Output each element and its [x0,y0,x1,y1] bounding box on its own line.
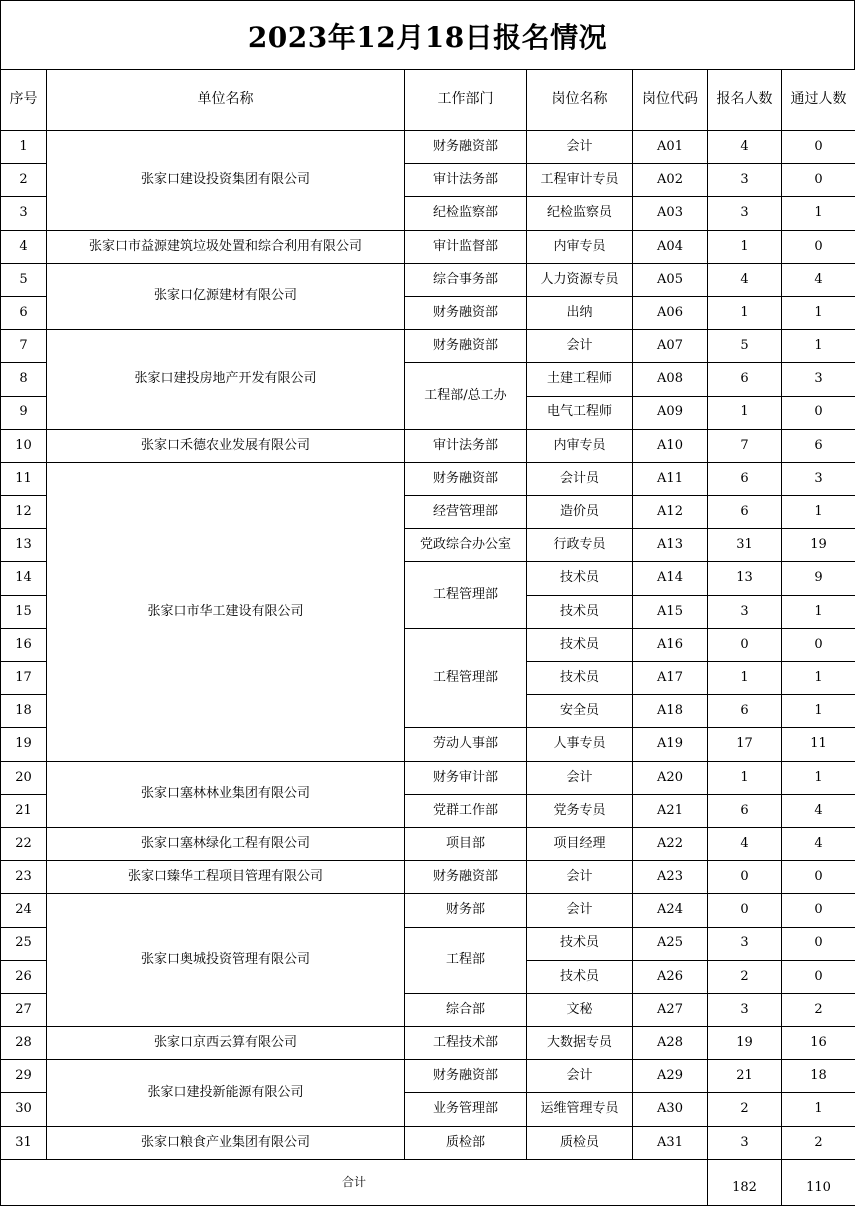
passed-count: 0 [782,894,855,927]
post-code: A24 [633,894,708,927]
header-row [1,70,855,131]
row-seq: 29 [1,1060,47,1093]
post-name: 技术员 [527,960,633,993]
header-post: 岗位名称 [527,70,633,131]
post-name: 技术员 [527,562,633,595]
passed-count: 1 [782,1093,855,1126]
passed-count: 3 [782,462,855,495]
row-seq: 23 [1,861,47,894]
post-code: A31 [633,1126,708,1159]
row-seq: 2 [1,164,47,197]
passed-count: 9 [782,562,855,595]
post-name: 土建工程师 [527,363,633,396]
post-name: 内审专员 [527,230,633,263]
applied-count: 3 [708,164,782,197]
post-code: A06 [633,296,708,329]
applied-count: 4 [708,827,782,860]
passed-count: 3 [782,363,855,396]
post-name: 纪检监察员 [527,197,633,230]
table-row [1,330,855,363]
passed-count: 0 [782,960,855,993]
department: 劳动人事部 [405,728,527,761]
applied-count: 3 [708,993,782,1026]
applied-count: 0 [708,628,782,661]
post-name: 运维管理专员 [527,1093,633,1126]
post-name: 大数据专员 [527,1027,633,1060]
applied-count: 1 [708,230,782,263]
post-code: A30 [633,1093,708,1126]
passed-count: 19 [782,529,855,562]
department: 审计法务部 [405,164,527,197]
post-code: A28 [633,1027,708,1060]
applied-count: 19 [708,1027,782,1060]
department: 财务部 [405,894,527,927]
passed-count: 0 [782,927,855,960]
post-name: 会计 [527,330,633,363]
department: 党政综合办公室 [405,529,527,562]
applied-count: 1 [708,662,782,695]
header-passed: 通过人数 [782,70,855,131]
passed-count: 6 [782,429,855,462]
post-code: A22 [633,827,708,860]
post-name: 党务专员 [527,794,633,827]
department: 质检部 [405,1126,527,1159]
row-seq: 21 [1,794,47,827]
table-row [1,861,855,894]
row-seq: 15 [1,595,47,628]
table-row [1,429,855,462]
post-code: A02 [633,164,708,197]
passed-count: 2 [782,993,855,1026]
row-seq: 18 [1,695,47,728]
passed-count: 1 [782,496,855,529]
department: 财务融资部 [405,131,527,164]
unit-name: 张家口塞林林业集团有限公司 [47,761,405,827]
row-seq: 3 [1,197,47,230]
row-seq: 13 [1,529,47,562]
row-seq: 12 [1,496,47,529]
unit-name: 张家口禾德农业发展有限公司 [47,429,405,462]
department: 工程部/总工办 [405,363,527,429]
row-seq: 16 [1,628,47,661]
post-name: 人事专员 [527,728,633,761]
post-name: 技术员 [527,595,633,628]
post-code: A26 [633,960,708,993]
post-name: 造价员 [527,496,633,529]
row-seq: 26 [1,960,47,993]
row-seq: 31 [1,1126,47,1159]
table-body [1,131,855,1160]
department: 审计法务部 [405,429,527,462]
unit-name: 张家口市益源建筑垃圾处置和综合利用有限公司 [47,230,405,263]
post-name: 质检员 [527,1126,633,1159]
passed-count: 2 [782,1126,855,1159]
row-seq: 6 [1,296,47,329]
post-code: A15 [633,595,708,628]
post-code: A16 [633,628,708,661]
post-name: 安全员 [527,695,633,728]
post-name: 会计 [527,761,633,794]
post-code: A21 [633,794,708,827]
unit-name: 张家口建投房地产开发有限公司 [47,330,405,430]
post-code: A01 [633,131,708,164]
passed-count: 11 [782,728,855,761]
header-applied: 报名人数 [708,70,782,131]
registration-table [0,69,855,1206]
post-name: 文秘 [527,993,633,1026]
post-code: A07 [633,330,708,363]
post-name: 出纳 [527,296,633,329]
post-code: A11 [633,462,708,495]
row-seq: 10 [1,429,47,462]
table-row [1,462,855,495]
post-code: A03 [633,197,708,230]
post-code: A10 [633,429,708,462]
department: 经营管理部 [405,496,527,529]
post-name: 电气工程师 [527,396,633,429]
applied-count: 31 [708,529,782,562]
post-name: 内审专员 [527,429,633,462]
passed-count: 0 [782,396,855,429]
post-code: A04 [633,230,708,263]
row-seq: 19 [1,728,47,761]
department: 工程管理部 [405,628,527,728]
post-code: A14 [633,562,708,595]
passed-count: 1 [782,662,855,695]
unit-name: 张家口京西云算有限公司 [47,1027,405,1060]
post-code: A18 [633,695,708,728]
department: 综合部 [405,993,527,1026]
department: 综合事务部 [405,263,527,296]
passed-count: 1 [782,695,855,728]
applied-count: 2 [708,960,782,993]
department: 工程管理部 [405,562,527,628]
row-seq: 5 [1,263,47,296]
passed-count: 0 [782,131,855,164]
department: 党群工作部 [405,794,527,827]
table-row [1,894,855,927]
department: 项目部 [405,827,527,860]
passed-count: 18 [782,1060,855,1093]
post-code: A08 [633,363,708,396]
post-code: A27 [633,993,708,1026]
post-name: 人力资源专员 [527,263,633,296]
passed-count: 1 [782,330,855,363]
department: 审计监督部 [405,230,527,263]
applied-count: 4 [708,263,782,296]
table-row [1,131,855,164]
header-seq: 序号 [1,70,47,131]
applied-count: 6 [708,695,782,728]
department: 财务融资部 [405,1060,527,1093]
table-row [1,1060,855,1093]
row-seq: 30 [1,1093,47,1126]
post-name: 会计 [527,861,633,894]
department: 工程技术部 [405,1027,527,1060]
post-code: A29 [633,1060,708,1093]
passed-count: 4 [782,827,855,860]
applied-count: 7 [708,429,782,462]
applied-count: 3 [708,1126,782,1159]
department: 财务审计部 [405,761,527,794]
row-seq: 20 [1,761,47,794]
applied-count: 6 [708,794,782,827]
passed-count: 1 [782,296,855,329]
applied-count: 5 [708,330,782,363]
passed-count: 0 [782,164,855,197]
passed-count: 16 [782,1027,855,1060]
passed-count: 0 [782,861,855,894]
applied-count: 6 [708,496,782,529]
unit-name: 张家口臻华工程项目管理有限公司 [47,861,405,894]
row-seq: 7 [1,330,47,363]
post-name: 会计员 [527,462,633,495]
row-seq: 1 [1,131,47,164]
applied-count: 6 [708,462,782,495]
page-title: 2023年12月18日报名情况 [0,0,855,70]
total-applied: 182 [708,1159,782,1205]
table-row [1,263,855,296]
applied-count: 3 [708,197,782,230]
department: 业务管理部 [405,1093,527,1126]
unit-name: 张家口建投新能源有限公司 [47,1060,405,1126]
row-seq: 8 [1,363,47,396]
post-code: A19 [633,728,708,761]
row-seq: 14 [1,562,47,595]
row-seq: 17 [1,662,47,695]
unit-name: 张家口塞林绿化工程有限公司 [47,827,405,860]
department: 财务融资部 [405,462,527,495]
unit-name: 张家口粮食产业集团有限公司 [47,1126,405,1159]
post-code: A17 [633,662,708,695]
applied-count: 0 [708,894,782,927]
applied-count: 3 [708,595,782,628]
row-seq: 11 [1,462,47,495]
row-seq: 24 [1,894,47,927]
applied-count: 4 [708,131,782,164]
applied-count: 0 [708,861,782,894]
unit-name: 张家口建设投资集团有限公司 [47,131,405,231]
table-row [1,1126,855,1159]
applied-count: 1 [708,761,782,794]
applied-count: 21 [708,1060,782,1093]
unit-name: 张家口亿源建材有限公司 [47,263,405,329]
post-code: A20 [633,761,708,794]
applied-count: 1 [708,396,782,429]
passed-count: 4 [782,794,855,827]
applied-count: 2 [708,1093,782,1126]
department: 纪检监察部 [405,197,527,230]
total-row [1,1159,855,1205]
post-name: 会计 [527,894,633,927]
unit-name: 张家口奥城投资管理有限公司 [47,894,405,1027]
post-name: 技术员 [527,628,633,661]
department: 财务融资部 [405,330,527,363]
applied-count: 1 [708,296,782,329]
post-name: 工程审计专员 [527,164,633,197]
row-seq: 25 [1,927,47,960]
table-row [1,1027,855,1060]
row-seq: 4 [1,230,47,263]
row-seq: 28 [1,1027,47,1060]
department: 财务融资部 [405,861,527,894]
table-row [1,230,855,263]
applied-count: 3 [708,927,782,960]
row-seq: 27 [1,993,47,1026]
post-name: 技术员 [527,927,633,960]
post-name: 行政专员 [527,529,633,562]
applied-count: 6 [708,363,782,396]
table-row [1,827,855,860]
department: 财务融资部 [405,296,527,329]
row-seq: 22 [1,827,47,860]
applied-count: 17 [708,728,782,761]
table-row [1,761,855,794]
row-seq: 9 [1,396,47,429]
passed-count: 0 [782,230,855,263]
post-code: A12 [633,496,708,529]
post-code: A23 [633,861,708,894]
passed-count: 1 [782,197,855,230]
passed-count: 1 [782,595,855,628]
post-code: A05 [633,263,708,296]
total-passed: 110 [782,1159,855,1205]
post-name: 会计 [527,1060,633,1093]
post-name: 会计 [527,131,633,164]
applied-count: 13 [708,562,782,595]
passed-count: 4 [782,263,855,296]
total-label: 合计 [1,1159,708,1205]
header-dept: 工作部门 [405,70,527,131]
post-code: A25 [633,927,708,960]
header-code: 岗位代码 [633,70,708,131]
passed-count: 0 [782,628,855,661]
post-name: 技术员 [527,662,633,695]
post-name: 项目经理 [527,827,633,860]
post-code: A13 [633,529,708,562]
passed-count: 1 [782,761,855,794]
unit-name: 张家口市华工建设有限公司 [47,462,405,761]
post-code: A09 [633,396,708,429]
header-unit: 单位名称 [47,70,405,131]
department: 工程部 [405,927,527,993]
